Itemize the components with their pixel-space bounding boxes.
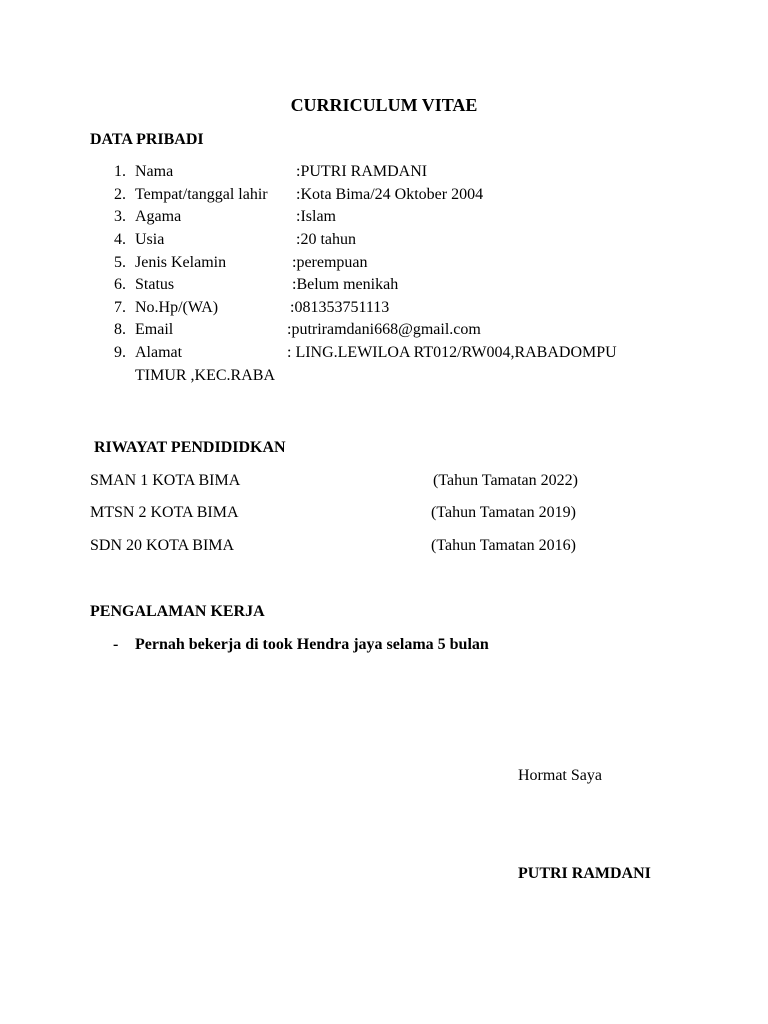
list-number: 6. (114, 276, 126, 293)
experience-item: Pernah bekerja di took Hendra jaya selama 5 bulan (135, 636, 489, 653)
field-label-gender: Jenis Kelamin (135, 254, 227, 271)
field-label-agama: Agama (135, 208, 182, 225)
signature-name: PUTRI RAMDANI (518, 865, 651, 882)
list-number: 8. (114, 321, 126, 338)
field-label-status: Status (135, 276, 175, 293)
bullet-dash: - (113, 636, 119, 653)
field-value-usia: :20 tahun (296, 231, 356, 248)
list-number: 5. (114, 254, 126, 271)
field-value-agama: :Islam (296, 208, 336, 225)
list-number: 2. (114, 186, 126, 203)
field-value-status: :Belum menikah (292, 276, 399, 293)
list-number: 9. (114, 344, 126, 361)
field-label-usia: Usia (135, 231, 165, 248)
field-value-nama: :PUTRI RAMDANI (296, 163, 428, 180)
list-number: 3. (114, 208, 126, 225)
field-label-birth: Tempat/tanggal lahir (135, 186, 268, 203)
school-name: SDN 20 KOTA BIMA (90, 537, 235, 554)
list-number: 4. (114, 231, 126, 248)
field-label-nama: Nama (135, 163, 174, 180)
graduation-year: (Tahun Tamatan 2019) (431, 504, 576, 521)
school-name: MTSN 2 KOTA BIMA (90, 504, 239, 521)
closing-salutation: Hormat Saya (518, 767, 602, 784)
education-heading: RIWAYAT PENDIDIDKAN (94, 439, 286, 456)
field-value-gender: :perempuan (292, 254, 368, 271)
list-number: 1. (114, 163, 126, 180)
list-number: 7. (114, 299, 126, 316)
field-value-address-continuation: TIMUR ,KEC.RABA (135, 367, 276, 384)
graduation-year: (Tahun Tamatan 2016) (431, 537, 576, 554)
field-value-phone: :081353751113 (290, 299, 390, 316)
personal-data-heading: DATA PRIBADI (90, 131, 204, 148)
graduation-year: (Tahun Tamatan 2022) (433, 472, 578, 489)
field-value-address: : LING.LEWILOA RT012/RW004,RABADOMPU (287, 344, 617, 361)
experience-heading: PENGALAMAN KERJA (90, 603, 265, 620)
field-label-address: Alamat (135, 344, 183, 361)
field-value-birth: :Kota Bima/24 Oktober 2004 (296, 186, 484, 203)
field-label-email: Email (135, 321, 174, 338)
field-label-phone: No.Hp/(WA) (135, 299, 219, 316)
field-value-email: :putriramdani668@gmail.com (287, 321, 481, 338)
document-title: CURRICULUM VITAE (290, 95, 478, 115)
school-name: SMAN 1 KOTA BIMA (90, 472, 241, 489)
